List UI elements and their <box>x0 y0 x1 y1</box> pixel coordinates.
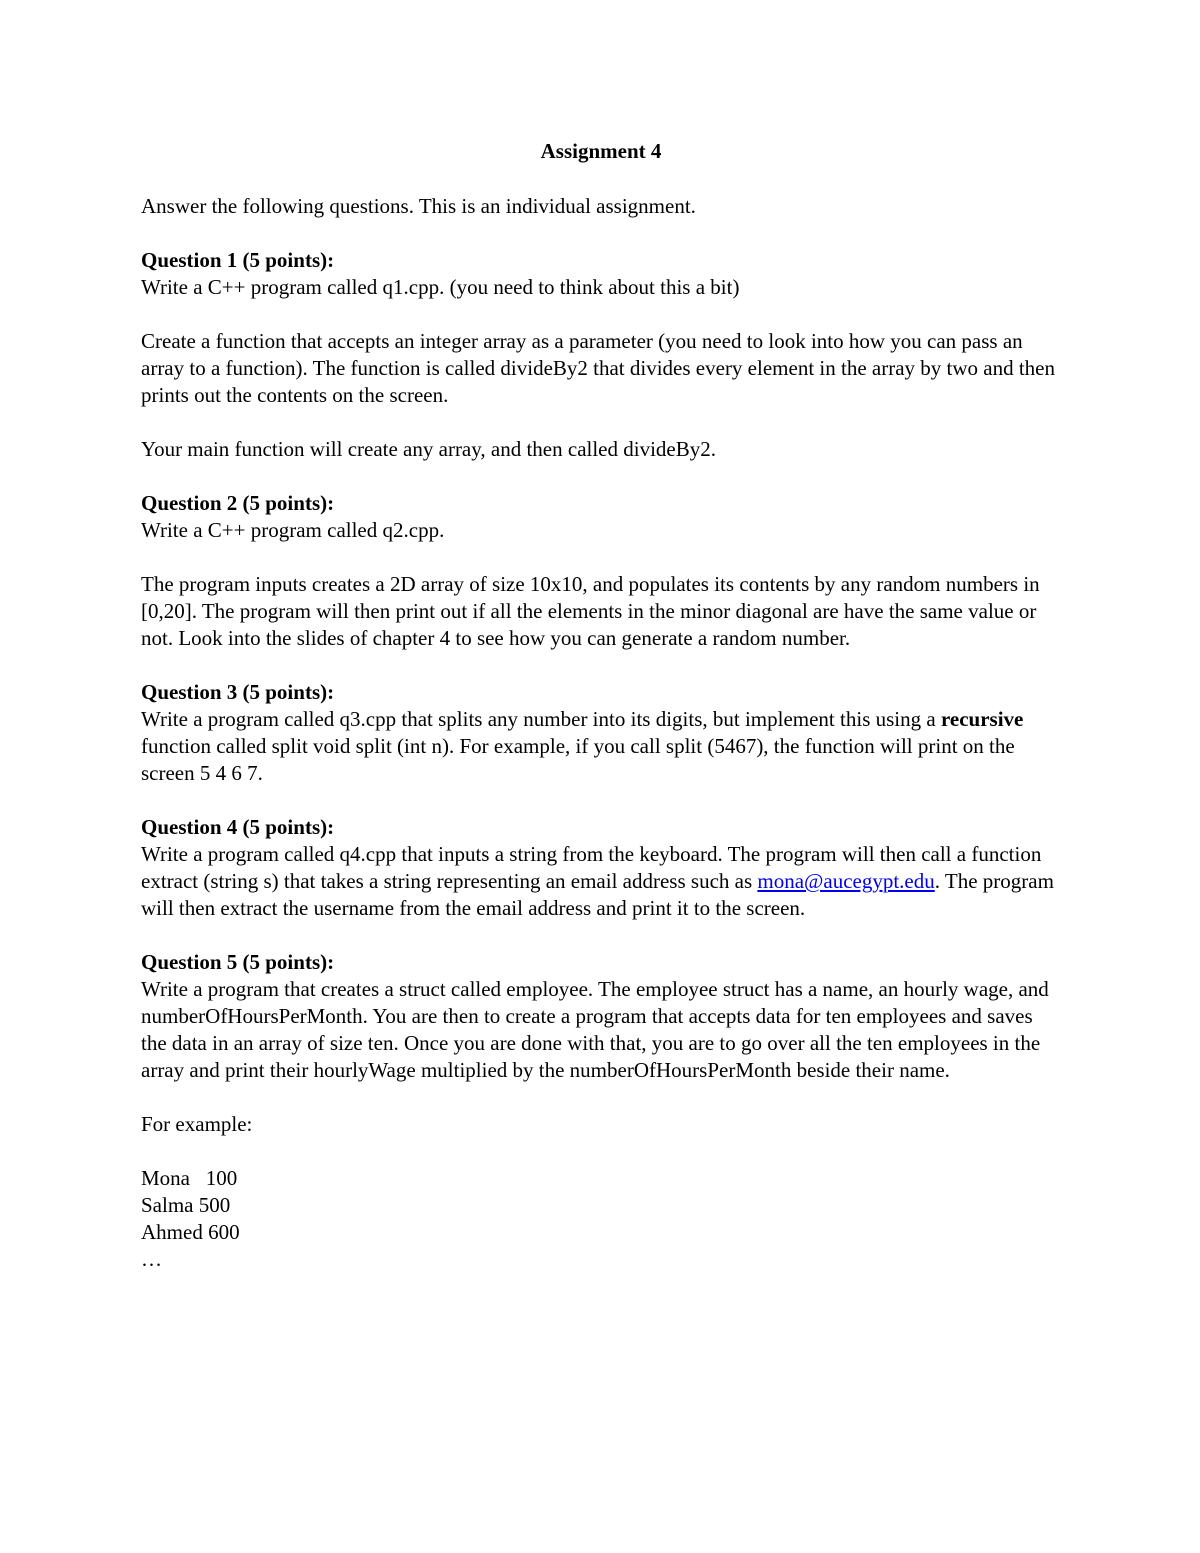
question-2-block <box>141 490 1061 544</box>
question-4-heading: Question 4 (5 points): <box>141 815 335 839</box>
page-title: Assignment 4 <box>540 139 662 163</box>
question-3-block <box>141 679 1061 787</box>
question-1-line1: Write a C++ program called q1.cpp. (you need to think about this a bit) <box>141 275 740 299</box>
document-page <box>141 138 1061 1300</box>
question-5-block <box>141 949 1061 1084</box>
question-1-block <box>141 247 1061 301</box>
question-3-text-before: Write a program called q3.cpp that splits any number into its digits, but implement this using a <box>141 707 941 731</box>
question-2-paragraph-2: The program inputs creates a 2D array of size 10x10, and populates its contents by any random numbers in [0,20]. The program will then print out if all the elements in the minor diagonal are have the same value or not. Look into the slides of chapter 4 to see how you can generate a random number. <box>141 572 1040 650</box>
question-3-text-after: function called split void split (int n). For example, if you call split (5467), the function will print on the screen 5 4 6 7. <box>141 734 1015 785</box>
question-1-paragraph-3: Your main function will create any array, and then called divideBy2. <box>141 437 716 461</box>
intro-text: Answer the following questions. This is an individual assignment. <box>141 194 696 218</box>
question-1-paragraph-2: Create a function that accepts an integer array as a parameter (you need to look into how you can pass an array to a function). The function is called divideBy2 that divides every element in the array by two and then prints out the contents on the screen. <box>141 329 1055 407</box>
question-4-text-before: Write a program called q4.cpp that inputs a string from the keyboard. The program will then call a function extract (string s) that takes a string representing an email address such as <box>141 842 1042 893</box>
question-4-block <box>141 814 1061 922</box>
question-5-heading: Question 5 (5 points): <box>141 950 335 974</box>
question-2-line1: Write a C++ program called q2.cpp. <box>141 518 445 542</box>
example-output <box>141 1165 1061 1273</box>
example-line: Ahmed 600 <box>141 1220 240 1244</box>
question-2-heading: Question 2 (5 points): <box>141 491 335 515</box>
email-link[interactable]: mona@aucegypt.edu <box>757 869 935 893</box>
question-3-heading: Question 3 (5 points): <box>141 680 335 704</box>
example-line: Mona 100 <box>141 1166 238 1190</box>
question-5-paragraph-1: Write a program that creates a struct called employee. The employee struct has a name, an hourly wage, and numberOfHoursPerMonth. You are then to create a program that accepts data for ten employees and saves the data in an array of size ten. Once you are done with that, you are to go over all the ten employees in the array and print their hourlyWage multiplied by the numberOfHoursPerMonth beside their name. <box>141 977 1049 1082</box>
question-4-text-after: . The program will then extract the username from the email address and print it to the screen. <box>141 869 1054 920</box>
question-1-heading: Question 1 (5 points): <box>141 248 335 272</box>
example-line: … <box>141 1247 162 1271</box>
example-label: For example: <box>141 1112 253 1136</box>
example-line: Salma 500 <box>141 1193 231 1217</box>
question-3-bold-word: recursive <box>940 707 1024 731</box>
